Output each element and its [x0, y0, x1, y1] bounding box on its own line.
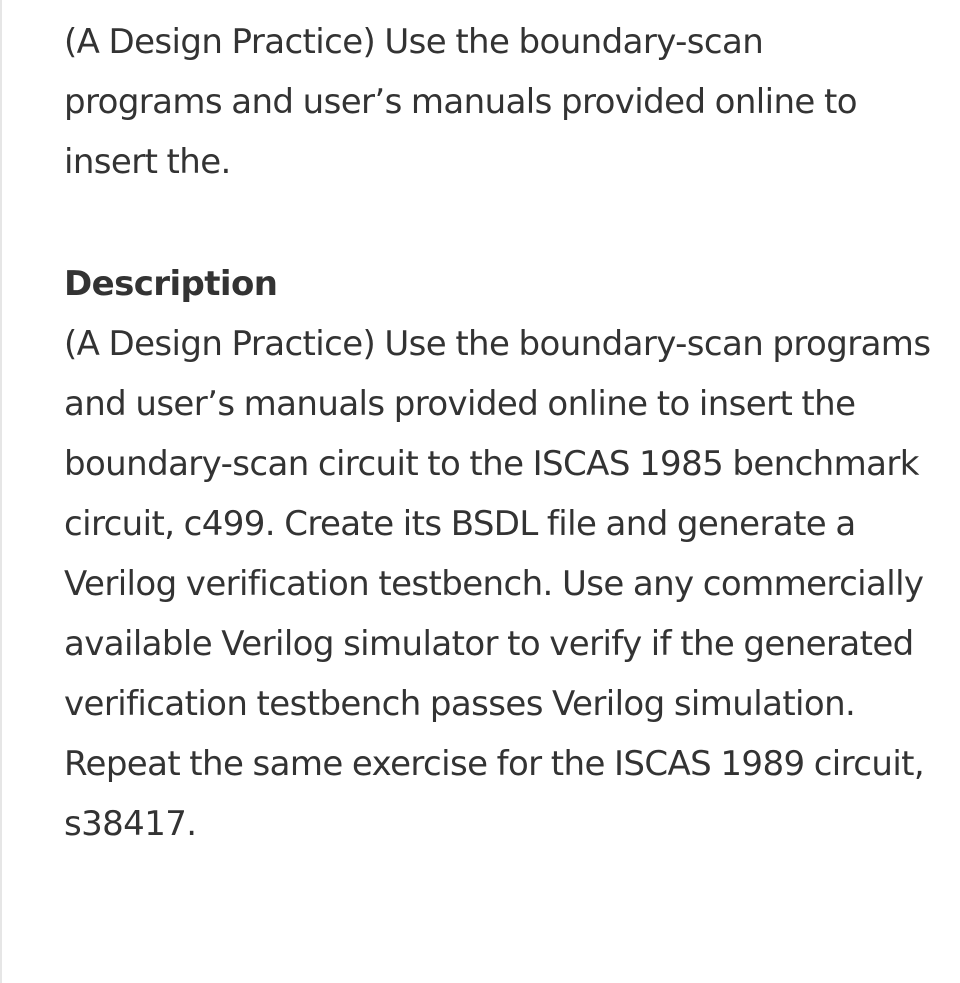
summary-text: (A Design Practice) Use the boundary-scan programs and user’s manuals provided online to insert the.: [64, 22, 857, 182]
description-heading: Description: [64, 264, 278, 304]
content-area: [64, 12, 954, 854]
description-text: (A Design Practice) Use the boundary-scan programs and user’s manuals provided online to insert the boundary-scan circuit to the ISCAS 1985 benchmark circuit, c499. Create its BSDL file and generate a Verilog verification testbench. Use any commercially available Verilog simulator to verify if the generated verification testbench passes Verilog simulation. Repeat the same exercise for the ISCAS 1989 circuit, s38417.: [64, 324, 931, 844]
